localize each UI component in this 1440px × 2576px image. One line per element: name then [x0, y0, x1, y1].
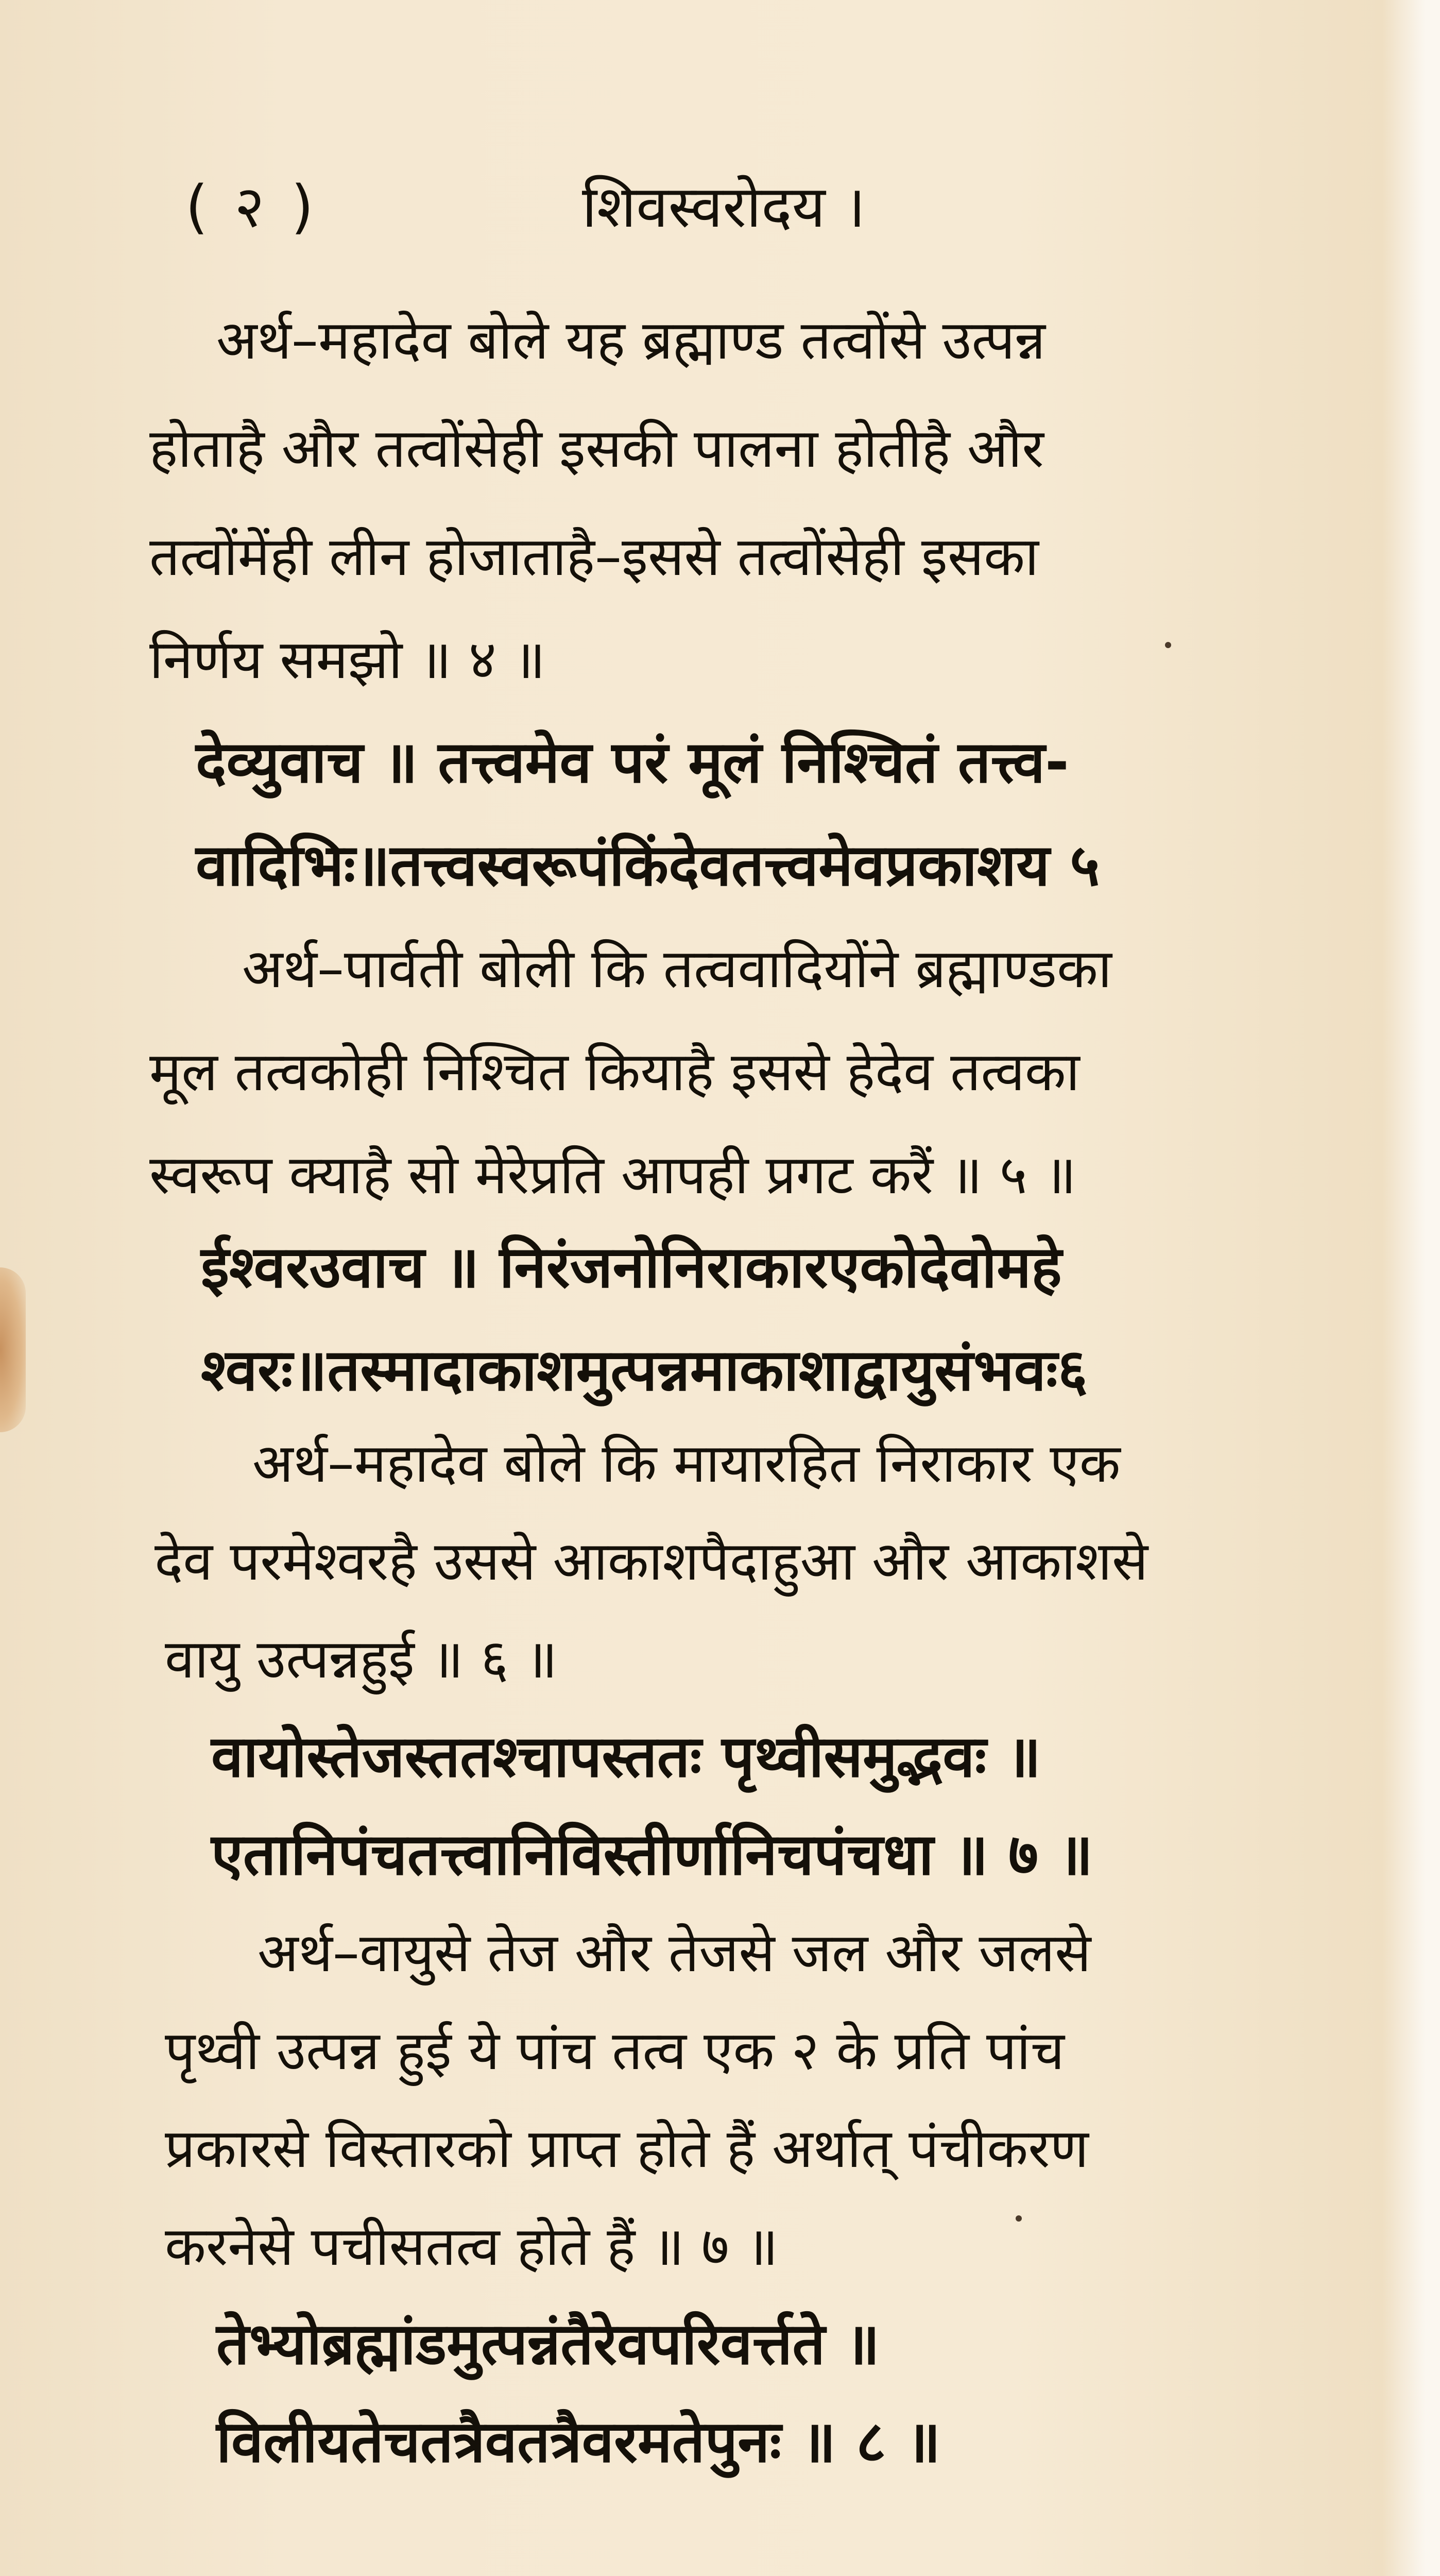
text-line: पृथ्वी उत्पन्न हुई ये पांच तत्व एक २ के प्रति पांच — [165, 2019, 1065, 2082]
text-line: निर्णय समझो ॥ ४ ॥ — [149, 628, 546, 691]
page-number: ( २ ) — [185, 174, 318, 241]
text-line: मूल तत्वकोही निश्चित कियाहै इससे हेदेव तत्वका — [149, 1040, 1080, 1103]
text-line: अर्थ–पार्वती बोली कि तत्ववादियोंने ब्रह्माण्डका — [242, 937, 1112, 1000]
page-edge — [1425, 0, 1440, 2576]
text-line: तत्वोंमेंही लीन होजाताहै–इससे तत्वोंसेही इसका — [149, 525, 1039, 588]
text-line: होताहै और तत्वोंसेही इसकी पालना होतीहै और — [149, 417, 1044, 480]
verse-line: वादिभिः॥तत्त्वस्वरूपंकिंदेवतत्त्वमेवप्रकाशय ५ — [196, 832, 1100, 899]
verse-line: देव्युवाच ॥ तत्त्वमेव परं मूलं निश्चितं तत्त्व- — [196, 729, 1069, 796]
page-header — [170, 155, 1303, 258]
verse-line: एतानिपंचतत्त्वानिविस्तीर्णानिचपंचधा ॥ ७ ॥ — [211, 1821, 1093, 1888]
text-line: अर्थ–महादेव बोले कि मायारहित निराकार एक — [252, 1432, 1121, 1495]
thumb-shadow — [0, 1267, 26, 1432]
ink-speck — [1165, 642, 1171, 648]
verse-line: तेभ्योब्रह्मांडमुत्पन्नंतैरेवपरिवर्त्तते ॥ — [216, 2311, 880, 2378]
verse-line: श्वरः॥तस्मादाकाशमुत्पन्नमाकाशाद्वायुसंभवः६ — [201, 1337, 1088, 1404]
text-line: अर्थ–वायुसे तेज और तेजसे जल और जलसे — [258, 1921, 1091, 1984]
text-line: स्वरूप क्याहै सो मेरेप्रति आपही प्रगट करैं ॥ ५ ॥ — [149, 1143, 1076, 1206]
text-line: प्रकारसे विस्तारको प्राप्त होते हैं अर्थात् पंचीकरण — [165, 2117, 1089, 2180]
verse-line: वायोस्तेजस्ततश्चापस्ततः पृथ्वीसमुद्भवः ॥ — [211, 1723, 1041, 1790]
text-line: देव परमेश्वरहै उससे आकाशपैदाहुआ और आकाशसे — [155, 1530, 1148, 1592]
ink-speck — [1016, 2215, 1022, 2222]
verse-line: विलीयतेचतत्रैवतत्रैवरमतेपुनः ॥ ८ ॥ — [216, 2409, 941, 2476]
running-title: शिवस्वरोदय । — [582, 174, 866, 241]
text-line: अर्थ–महादेव बोले यह ब्रह्माण्ड तत्वोंसे उत्पन्न — [216, 309, 1045, 371]
text-line: वायु उत्पन्नहुई ॥ ६ ॥ — [165, 1628, 558, 1690]
verse-line: ईश्वरउवाच ॥ निरंजनोनिराकारएकोदेवोमहे — [201, 1234, 1062, 1301]
text-line: करनेसे पचीसतत्व होते हैं ॥ ७ ॥ — [165, 2215, 779, 2278]
